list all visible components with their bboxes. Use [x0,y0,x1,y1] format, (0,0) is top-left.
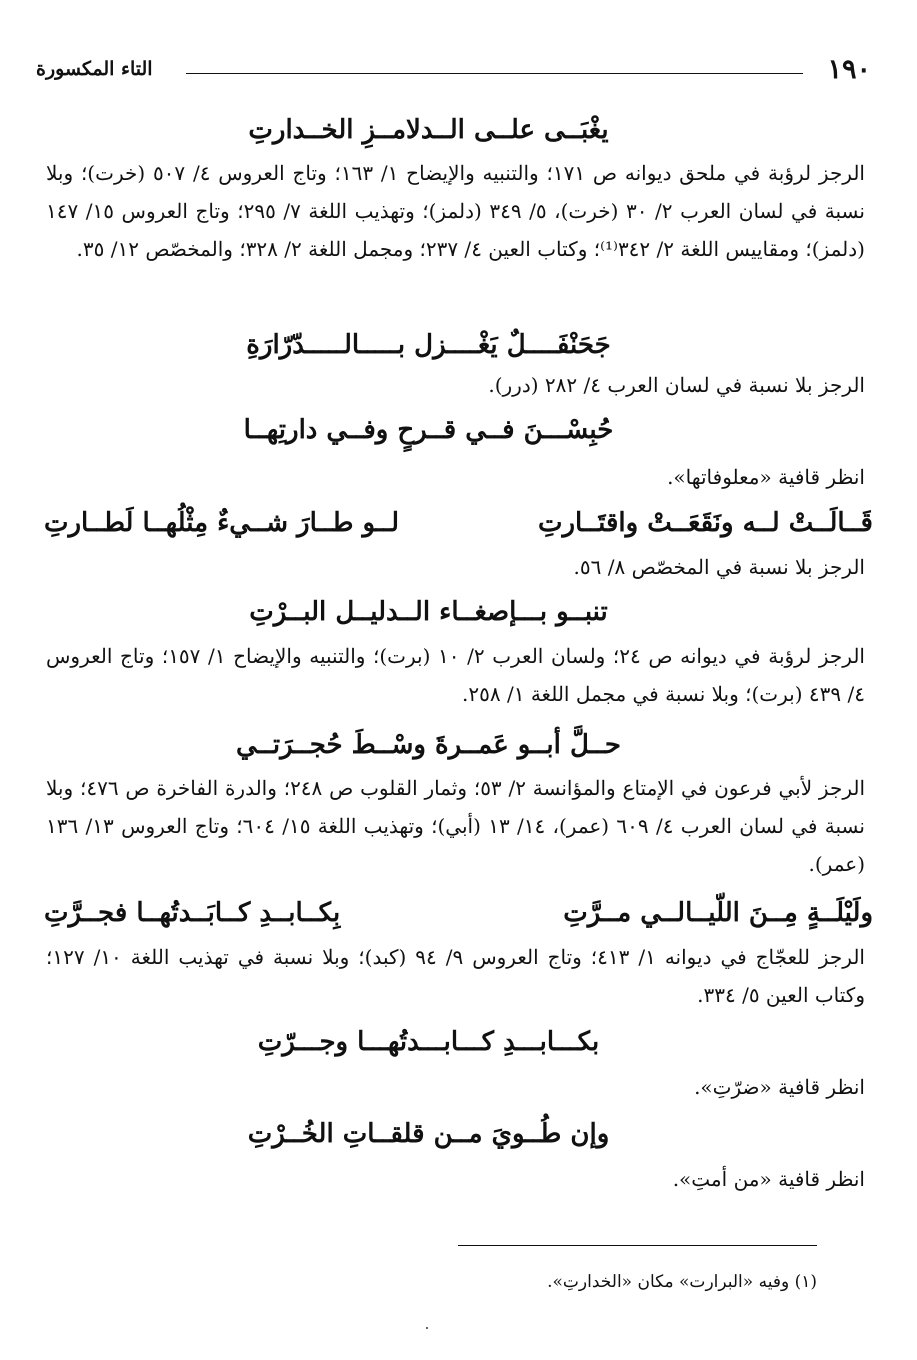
footnote-rule [458,1245,817,1246]
footnote: (١) وفيه «البرارت» مكان «الخدارتِ». [547,1272,817,1292]
commentary-paragraph: انظر قافية «ضرّتِ». [694,1075,865,1099]
verse-couplet [36,503,881,543]
header-rule [186,73,803,74]
hemistich-left: بِكــابــدِ كــابَــدتُهــا فجــرَّتِ [44,898,341,928]
chapter-title: التاء المكسورة [36,58,153,80]
hemistich-left: لــو طــارَ شــيءٌ مِثْلُهــا لَطــارتِ [44,508,400,538]
commentary-paragraph: الرجز لرؤبة في ديوانه ص ٢٤؛ ولسان العرب ٢/ ١٠ (برت)؛ والتنبيه والإيضاح ١/ ١٥٧؛ وتاج العروس ٤/ ٤٣٩ (برت)؛ وبلا نسبة في مجمل اللغة ١/ ٢٥٨. [46,644,865,706]
verse-line: جَحَنْفَــــلٌ يَغْــــزل بـــــالـــــدّرّارَةِ [246,330,611,360]
commentary-paragraph: الرجز للعجّاج في ديوانه ١/ ٤١٣؛ وتاج العروس ٩/ ٩٤ (كبد)؛ وبلا نسبة في تهذيب اللغة ١٠/ ١٢٧؛ وكتاب العين ٥/ ٣٣٤. [46,945,865,1007]
scan-speck [426,1327,428,1329]
commentary-paragraph: الرجز بلا نسبة في المخصّص ٨/ ٥٦. [573,555,865,579]
commentary-paragraph: الرجز لرؤبة في ملحق ديوانه ص ١٧١؛ والتنبيه والإيضاح ١/ ١٦٣؛ وتاج العروس ٤/ ٥٠٧ (خرت)؛ وبلا نسبة في لسان العرب ٢/ ٣٠ (خرت)، ٥/ ٣٤٩ (دلمز)؛ وتهذيب اللغة ٧/ ٢٩٥؛ وتاج العروس ١٥/ ١٤٧ (دلمز)؛ ومقاييس اللغة ٢/ ٣٤٢⁽¹⁾؛ وكتاب العين ٤/ ٢٣٧؛ ومجمل اللغة ٢/ ٣٢٨؛ والمخصّص ١٢/ ٣٥. [46,161,865,261]
verse-line: وإن طُــويَ مــن قلقــاتِ الخُــرْتِ [247,1119,610,1149]
verse-line: بكـــابـــدِ كـــابـــدتُهـــا وجـــرّتِ [257,1027,600,1057]
commentary-paragraph: انظر قافية «من أمتِ». [672,1167,865,1191]
hemistich-right: قَــالَــتْ لــه ونَقَعَــتْ واقتَــارتِ [537,508,873,538]
verse-couplet [36,893,881,933]
hemistich-right: ولَيْلَــةٍ مِــنَ اللّيــالــي مــرَّتِ [563,898,873,928]
running-header [36,54,881,88]
commentary-paragraph: الرجز لأبي فرعون في الإمتاع والمؤانسة ٢/ ٥٣؛ وثمار القلوب ص ٢٤٨؛ والدرة الفاخرة ص ٤٧٦؛ وبلا نسبة في لسان العرب ٤/ ٦٠٩ (عمر)، ١٤/ ١٣ (أبي)؛ وتهذيب اللغة ١٥/ ٦٠٤؛ وتاج العروس ١٣/ ١٣٦ (عمر). [46,776,866,876]
verse-line: يغْبَــى علــى الــدلامــزِ الخــدارتِ [248,115,609,145]
verse-line: تنبــو بـــإصغــاء الــدليــل البــرْتِ [249,597,608,627]
verse-line: حُبِسْـــنَ فــي قــرحٍ وفــي دارتِهــا [243,415,614,445]
verse-line: حــلَّ أبــو عَمــرةَ وسْــطَ حُجــرَتــي [236,730,621,760]
commentary-paragraph: الرجز بلا نسبة في لسان العرب ٤/ ٢٨٢ (درر). [488,373,865,397]
page-number: ١٩٠ [827,54,871,85]
commentary-paragraph: انظر قافية «معلوفاتها». [667,465,865,489]
